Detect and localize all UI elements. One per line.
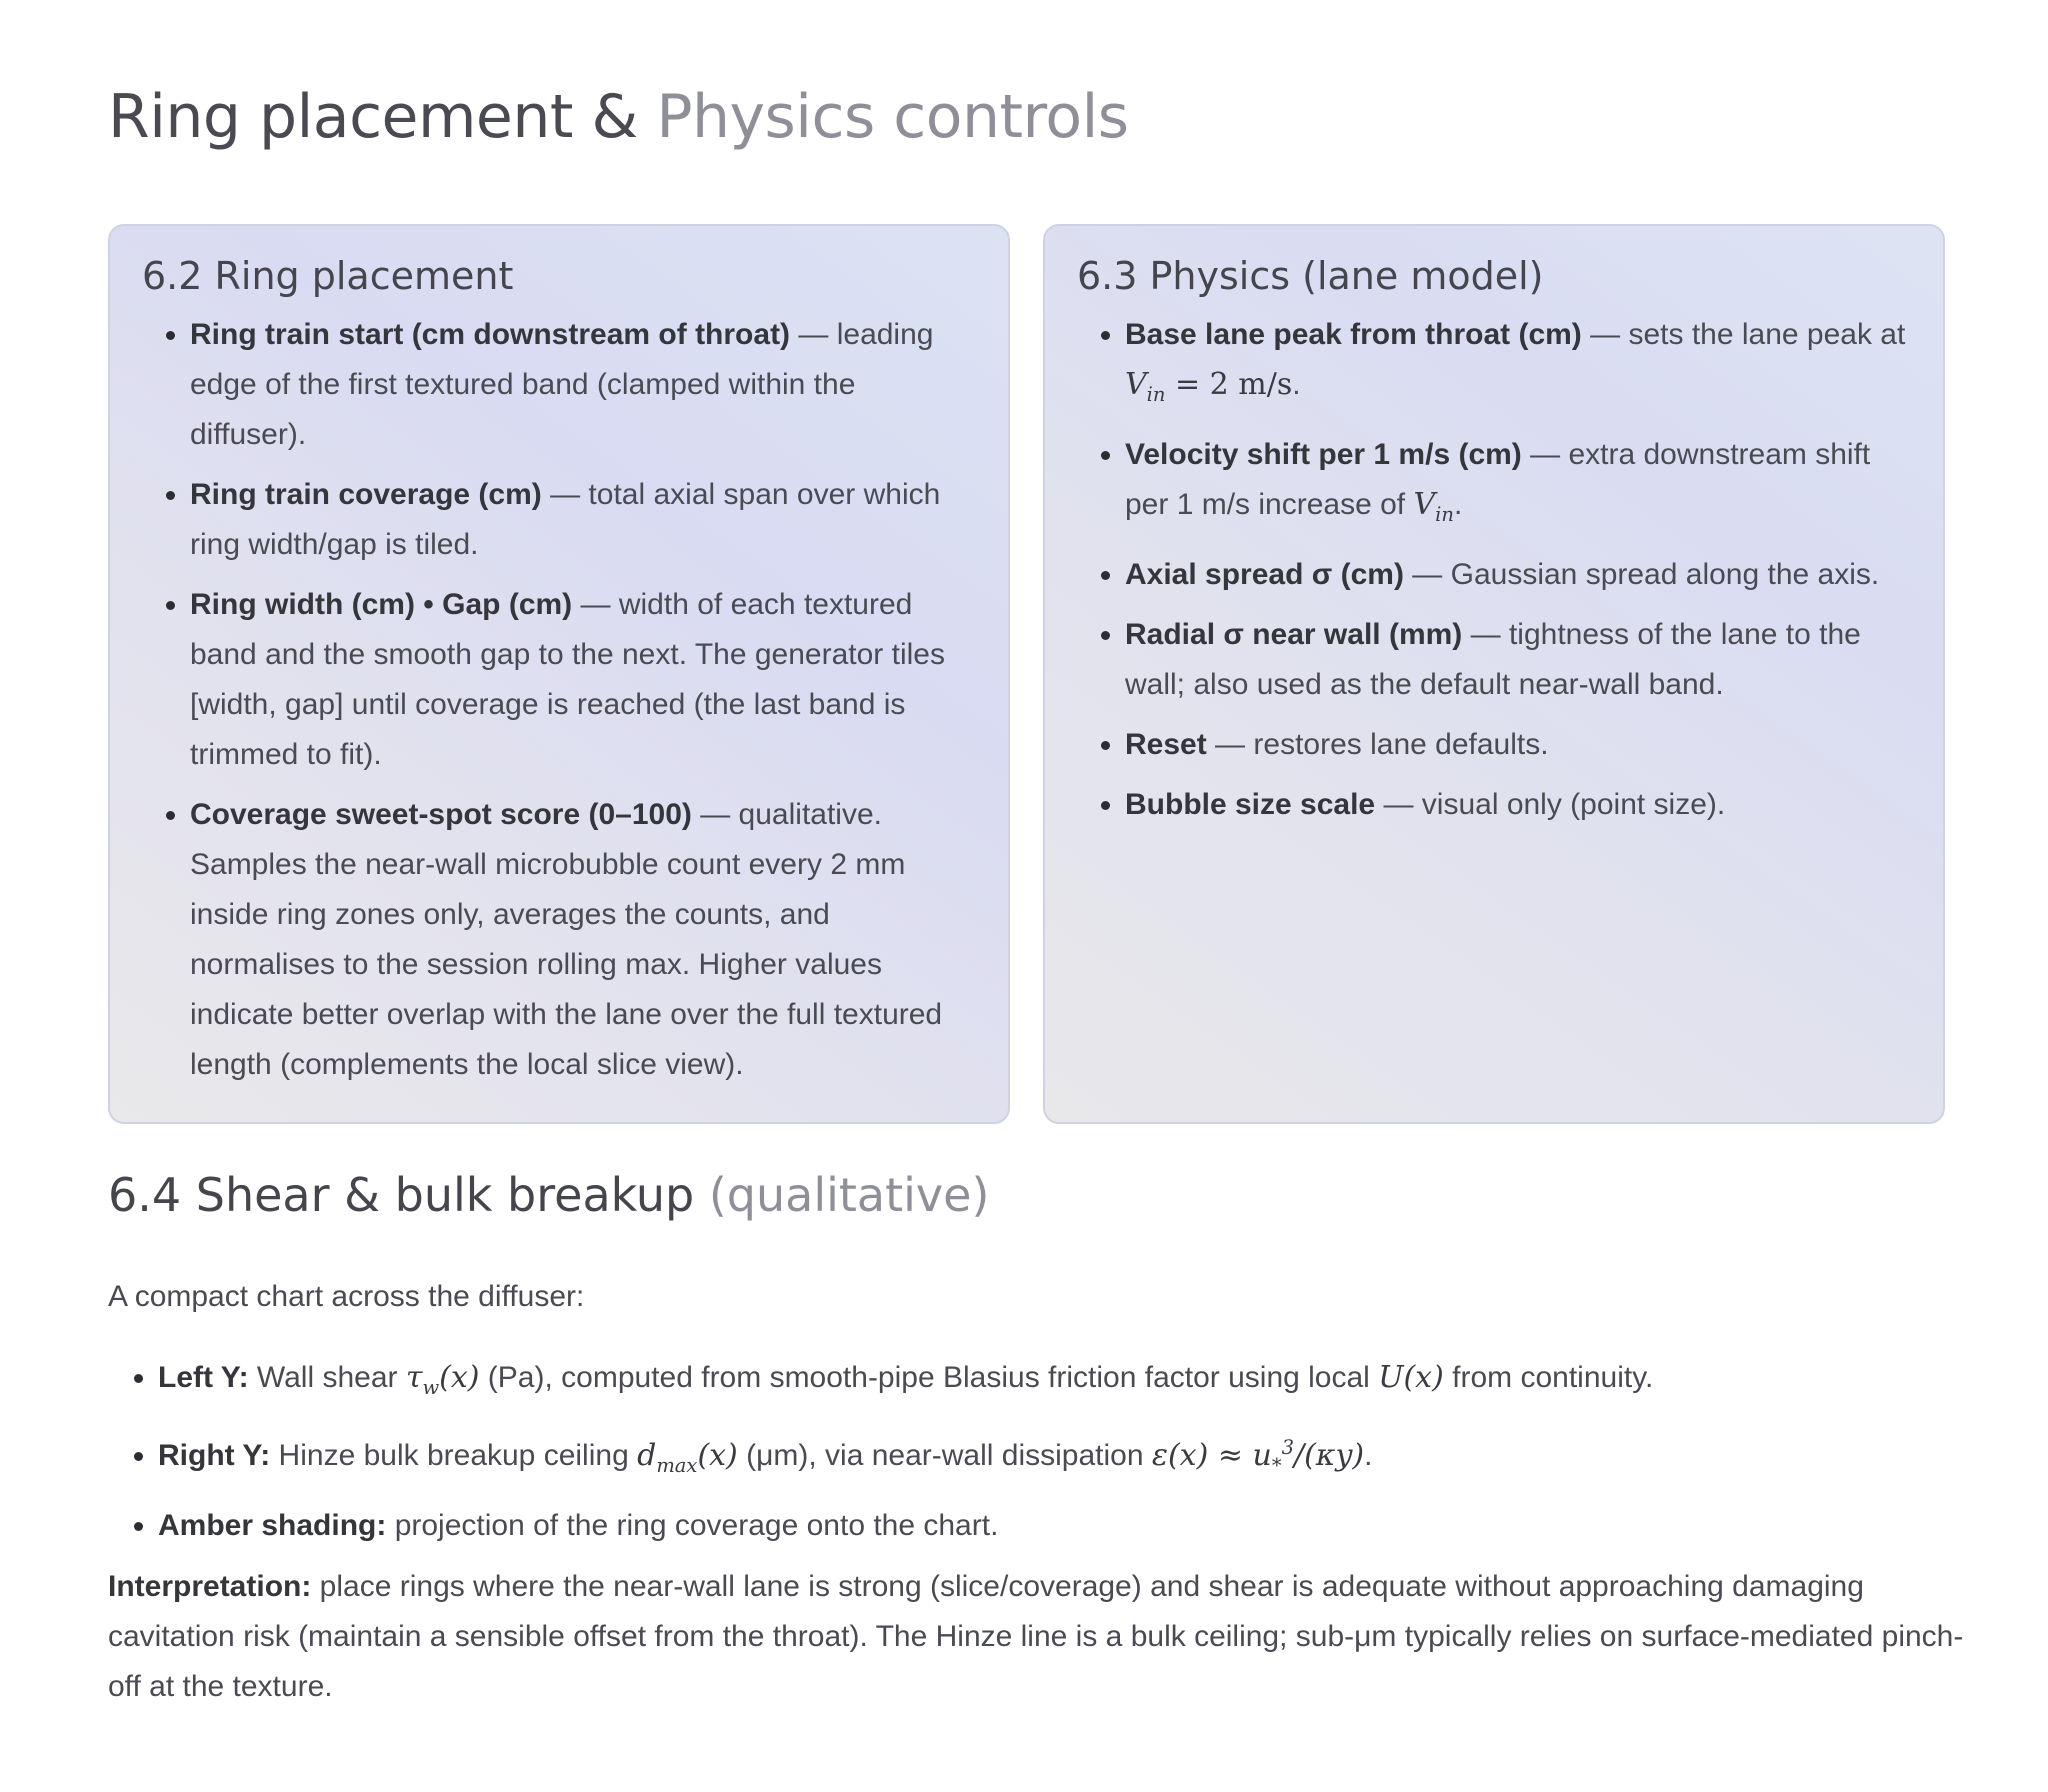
interpretation-label: Interpretation: — [108, 1570, 312, 1603]
list-item — [1125, 610, 1913, 710]
item-text: — sets the lane peak at — [1581, 318, 1906, 351]
math-expression: $\varepsilon(x) \approx u_*^3/(\kappa y)$ — [1151, 1436, 1365, 1477]
list-item-left-y: • Left Y: Wall shear $\tau_w(x)$ (Pa), computed from smooth-pipe Blasius friction factor using local U(x) from continuity. — [158, 1358, 2018, 1408]
section-intro: A compact chart across the diffuser: — [108, 1280, 585, 1313]
interpretation-paragraph — [108, 1562, 1988, 1712]
title-muted: Physics controls — [656, 82, 1129, 152]
item-label: Axial spread σ (cm) — [1125, 558, 1404, 591]
item-label: Amber shading: — [158, 1509, 387, 1542]
item-label: Left Y: — [158, 1361, 249, 1394]
item-text: — width of each textured band and the smooth gap to the next. The generator tiles [width, gap] until coverage is reached (the last band is trimmed to fit). — [190, 588, 945, 771]
list-item-right-y: • Right Y: Hinze bulk breakup ceiling $d_{max}(x)$ (μm), via near-wall dissipation $\varepsilon(x) \approx u_*^3/(\kappa y)$. — [158, 1428, 2018, 1486]
item-text: — total axial span over which ring width/gap is tiled. — [190, 478, 941, 561]
shear-section-heading: 6.4 Shear & bulk breakup (qualitative) — [108, 1168, 990, 1222]
item-label: Ring train start (cm downstream of throat) — [190, 318, 791, 351]
item-label: Radial σ near wall (mm) — [1125, 618, 1463, 651]
section-heading-muted: (qualitative) — [708, 1168, 990, 1222]
item-text: . — [1453, 488, 1463, 521]
list-item — [1125, 550, 1913, 600]
math-expression: $\tau_w(x)$ — [405, 1360, 480, 1399]
list-item — [190, 310, 978, 460]
physics-card — [1043, 224, 1945, 1124]
item-label: Base lane peak from throat (cm) — [1125, 318, 1582, 351]
item-text: — leading edge of the first textured band (clamped within the diffuser). — [190, 318, 934, 451]
physics-list — [1075, 310, 1913, 830]
physics-heading: 6.3 Physics (lane model) — [1077, 254, 1544, 298]
item-label: Velocity shift per 1 m/s (cm) — [1125, 438, 1522, 471]
ring-placement-list — [140, 310, 978, 1090]
list-item — [1125, 310, 1913, 420]
ring-placement-heading: 6.2 Ring placement — [142, 254, 514, 298]
list-item — [190, 470, 978, 570]
math-expression: U(x) — [1378, 1360, 1444, 1395]
list-item — [190, 580, 978, 780]
interpretation-text: place rings where the near-wall lane is strong (slice/coverage) and shear is adequate without approaching damaging cavitation risk (maintain a sensible offset from the throat). The Hinze line is a bulk ceiling; sub-μm typically relies on surface-mediated pinch-off at the texture. — [108, 1570, 1964, 1703]
item-text: — extra downstream shift per 1 m/s increase of — [1125, 438, 1871, 521]
math-expression: $V_{in} = 2$ m/s — [1125, 367, 1293, 406]
list-item — [1125, 430, 1913, 540]
list-item — [1125, 780, 1913, 830]
ring-placement-card — [108, 224, 1010, 1124]
math-expression: $d_{max}(x)$ — [637, 1438, 738, 1477]
item-text: — tightness of the lane to the wall; also used as the default near-wall band. — [1125, 618, 1861, 701]
item-text: — qualitative. Samples the near-wall microbubble count every 2 mm inside ring zones only, averages the counts, and normalises to the session rolling max. Higher values indicate better overlap with the lane over the full textured length (complements the local slice view). — [190, 798, 943, 1081]
item-label: Ring width (cm) • Gap (cm) — [190, 588, 573, 621]
list-item — [1125, 720, 1913, 770]
item-label: Bubble size scale — [1125, 788, 1376, 821]
title-main: Ring placement & — [108, 82, 657, 152]
item-label: Coverage sweet-spot score (0–100) — [190, 798, 692, 831]
item-text: — visual only (point size). — [1375, 788, 1726, 821]
list-item — [190, 790, 978, 1090]
item-text: — restores lane defaults. — [1206, 728, 1549, 761]
list-item-amber: • Amber shading: projection of the ring coverage onto the chart. — [158, 1506, 2018, 1546]
page-title — [108, 82, 1129, 152]
item-label: Right Y: — [158, 1439, 271, 1472]
item-text: . — [1292, 368, 1301, 401]
item-text: — Gaussian spread along the axis. — [1403, 558, 1880, 591]
item-label: Ring train coverage (cm) — [190, 478, 542, 511]
item-label: Reset — [1125, 728, 1207, 761]
math-expression: $V_{in}$ — [1413, 487, 1454, 526]
chart-notes-list — [108, 1358, 2018, 1566]
